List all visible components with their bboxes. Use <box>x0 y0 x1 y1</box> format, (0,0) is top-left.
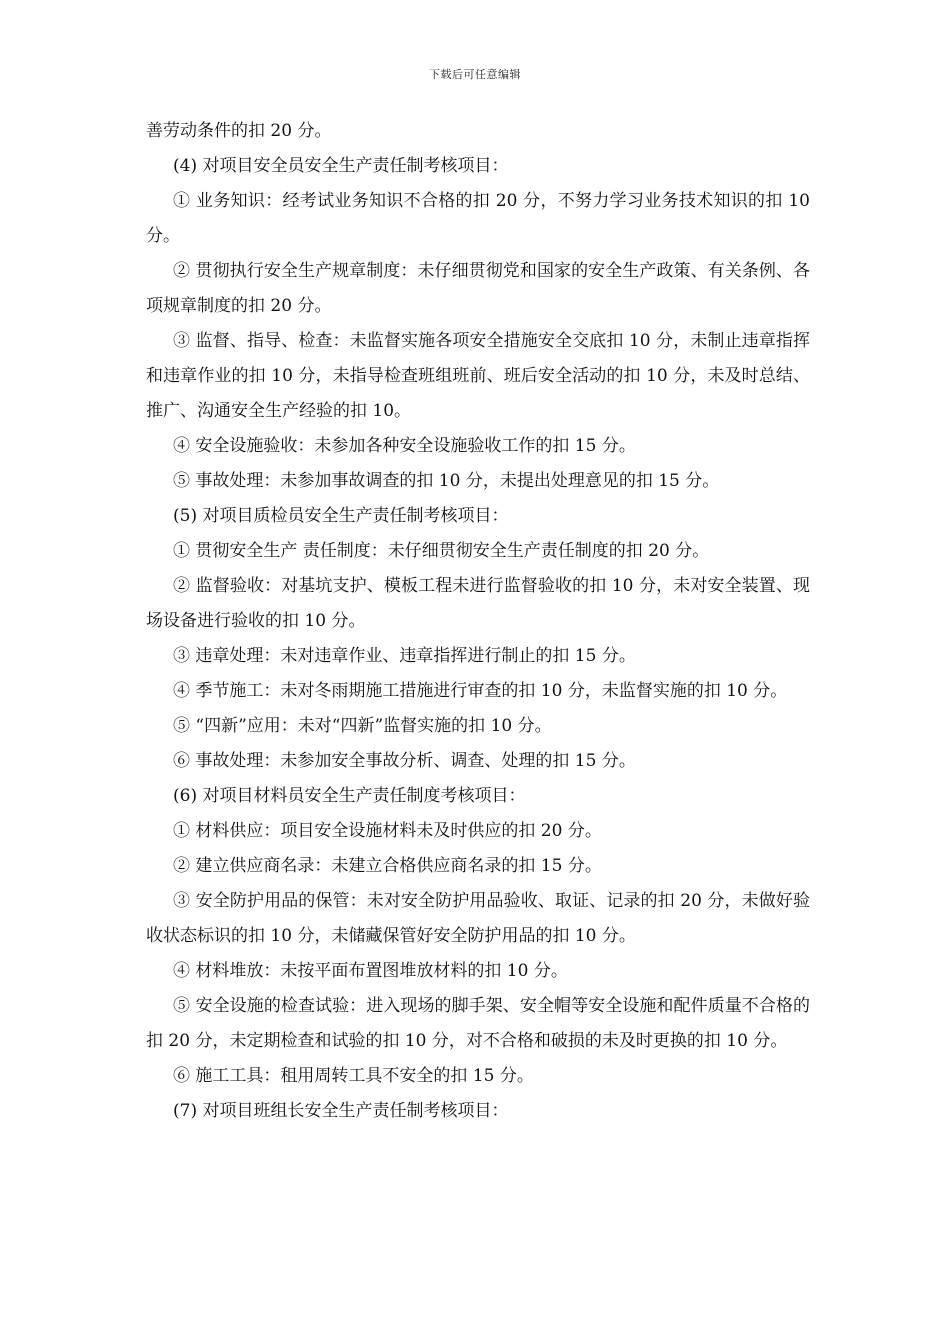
list-item: ③ 违章处理：未对违章作业、违章指挥进行制止的扣 15 分。 <box>173 646 636 666</box>
list-item: ④ 材料堆放：未按平面布置图堆放材料的扣 10 分。 <box>173 961 568 981</box>
list-item: ⑤ “四新”应用：未对“四新”监督实施的扣 10 分。 <box>173 716 552 736</box>
list-item: ④ 安全设施验收：未参加各种安全设施验收工作的扣 15 分。 <box>173 436 636 456</box>
list-item: ③ 安全防护用品的保管：未对安全防护用品验收、取证、记录的扣 20 分，未做好验收状态标识的扣 10 分，未储藏保管好安全防护用品的扣 10 分。 <box>146 891 810 946</box>
page-header: 下载后可任意编辑 <box>429 68 521 81</box>
list-item: ⑥ 事故处理：未参加安全事故分析、调查、处理的扣 15 分。 <box>173 751 636 771</box>
section-heading: (5) 对项目质检员安全生产责任制考核项目： <box>173 506 509 526</box>
section-heading: (6) 对项目材料员安全生产责任制度考核项目： <box>173 786 526 806</box>
list-item: ② 建立供应商名录：未建立合格供应商名录的扣 15 分。 <box>173 856 602 876</box>
list-item: ④ 季节施工：未对冬雨期施工措施进行审查的扣 10 分，未监督实施的扣 10 分。 <box>173 681 788 701</box>
list-item: ② 监督验收：对基坑支护、模板工程未进行监督验收的扣 10 分，未对安全装置、现场设备进行验收的扣 10 分。 <box>146 576 810 631</box>
section-heading: (4) 对项目安全员安全生产责任制考核项目： <box>173 156 509 176</box>
list-item: ① 贯彻安全生产 责任制度：未仔细贯彻安全生产责任制度的扣 20 分。 <box>173 541 710 561</box>
list-item: ② 贯彻执行安全生产规章制度：未仔细贯彻党和国家的安全生产政策、有关条例、各项规章制度的扣 20 分。 <box>146 261 810 316</box>
document-body <box>146 114 810 1129</box>
section-heading: (7) 对项目班组长安全生产责任制考核项目： <box>173 1101 509 1121</box>
list-item: ⑤ 事故处理：未参加事故调查的扣 10 分，未提出处理意见的扣 15 分。 <box>173 471 720 491</box>
list-item: ① 业务知识：经考试业务知识不合格的扣 20 分，不努力学习业务技术知识的扣 10 分。 <box>146 191 810 246</box>
list-item: ③ 监督、指导、检查：未监督实施各项安全措施安全交底扣 10 分，未制止违章指挥和违章作业的扣 10 分，未指导检查班组班前、班后安全活动的扣 10 分，未及时总结、推广、沟通安全生产经验的扣 10。 <box>146 331 810 421</box>
paragraph: 善劳动条件的扣 20 分。 <box>146 121 332 141</box>
list-item: ① 材料供应：项目安全设施材料未及时供应的扣 20 分。 <box>173 821 602 841</box>
list-item: ⑤ 安全设施的检查试验：进入现场的脚手架、安全帽等安全设施和配件质量不合格的扣 20 分，未定期检查和试验的扣 10 分，对不合格和破损的未及时更换的扣 10 分。 <box>146 996 810 1051</box>
list-item: ⑥ 施工工具：租用周转工具不安全的扣 15 分。 <box>173 1066 534 1086</box>
